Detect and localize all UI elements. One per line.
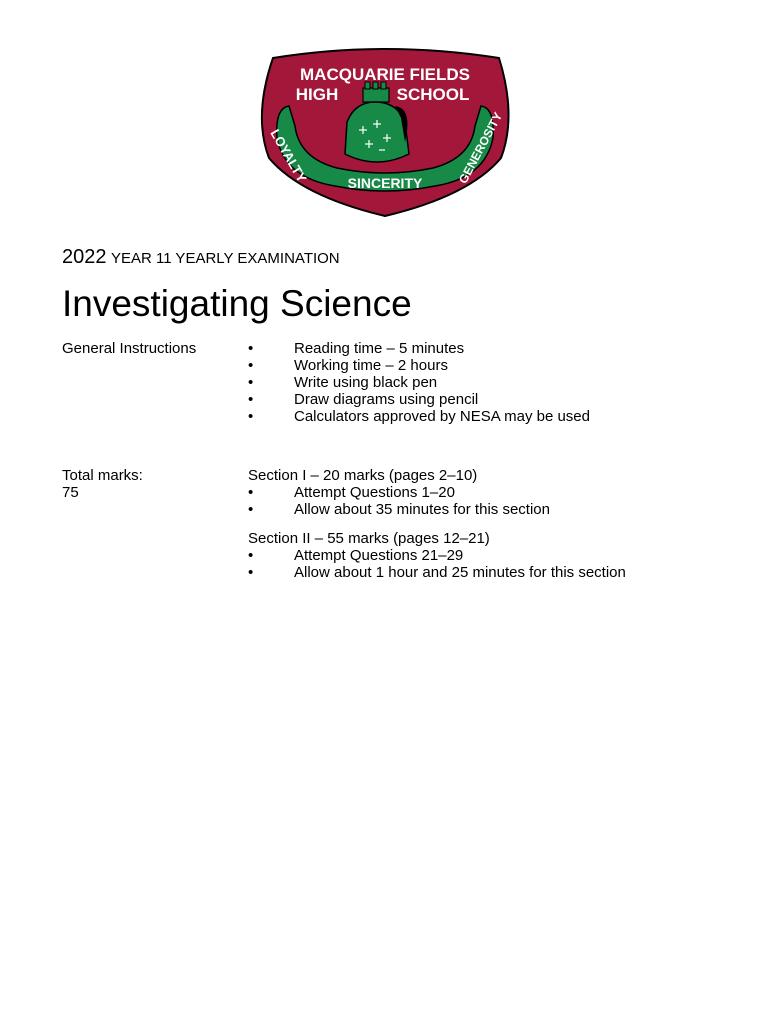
total-marks-value: 75 bbox=[62, 484, 79, 501]
crest-motto-sincerity: SINCERITY bbox=[347, 175, 423, 191]
bullet: • bbox=[248, 408, 254, 425]
bullet: • bbox=[248, 501, 254, 518]
bullet: • bbox=[248, 484, 254, 501]
general-instructions-label: General Instructions bbox=[62, 340, 197, 357]
school-crest bbox=[255, 46, 515, 218]
section-heading: Section II – 55 marks (pages 12–21) bbox=[248, 530, 490, 547]
crest-motto-loyalty: LOYALTY bbox=[267, 126, 310, 185]
bullet: • bbox=[248, 374, 254, 391]
exam-heading bbox=[62, 246, 340, 269]
total-marks-label: Total marks: bbox=[62, 467, 143, 484]
section-heading: Section I – 20 marks (pages 2–10) bbox=[248, 467, 478, 484]
crest-motto-generosity: GENEROSITY bbox=[455, 109, 506, 186]
bullet: • bbox=[248, 357, 254, 374]
bullet: • bbox=[248, 340, 254, 357]
bullet: • bbox=[248, 391, 254, 408]
section-1 bbox=[248, 467, 550, 518]
list-item: • Allow about 1 hour and 25 minutes for this section bbox=[248, 564, 626, 581]
list-item: • Attempt Questions 21–29 bbox=[248, 547, 464, 564]
bullet: • bbox=[248, 547, 254, 564]
list-item: • Allow about 35 minutes for this section bbox=[248, 501, 550, 518]
crest-school-name-line1: MACQUARIE FIELDS bbox=[300, 65, 470, 84]
crest-school-name-high: HIGH bbox=[295, 85, 339, 104]
exam-year: 2022 bbox=[62, 246, 107, 268]
subject-title: Investigating Science bbox=[62, 283, 412, 324]
crest-school-name-school: SCHOOL bbox=[396, 85, 470, 104]
bullet: • bbox=[248, 564, 254, 581]
section-2 bbox=[248, 530, 626, 581]
exam-title: YEAR 11 YEARLY EXAMINATION bbox=[110, 250, 340, 267]
list-item: • Attempt Questions 1–20 bbox=[248, 484, 455, 501]
